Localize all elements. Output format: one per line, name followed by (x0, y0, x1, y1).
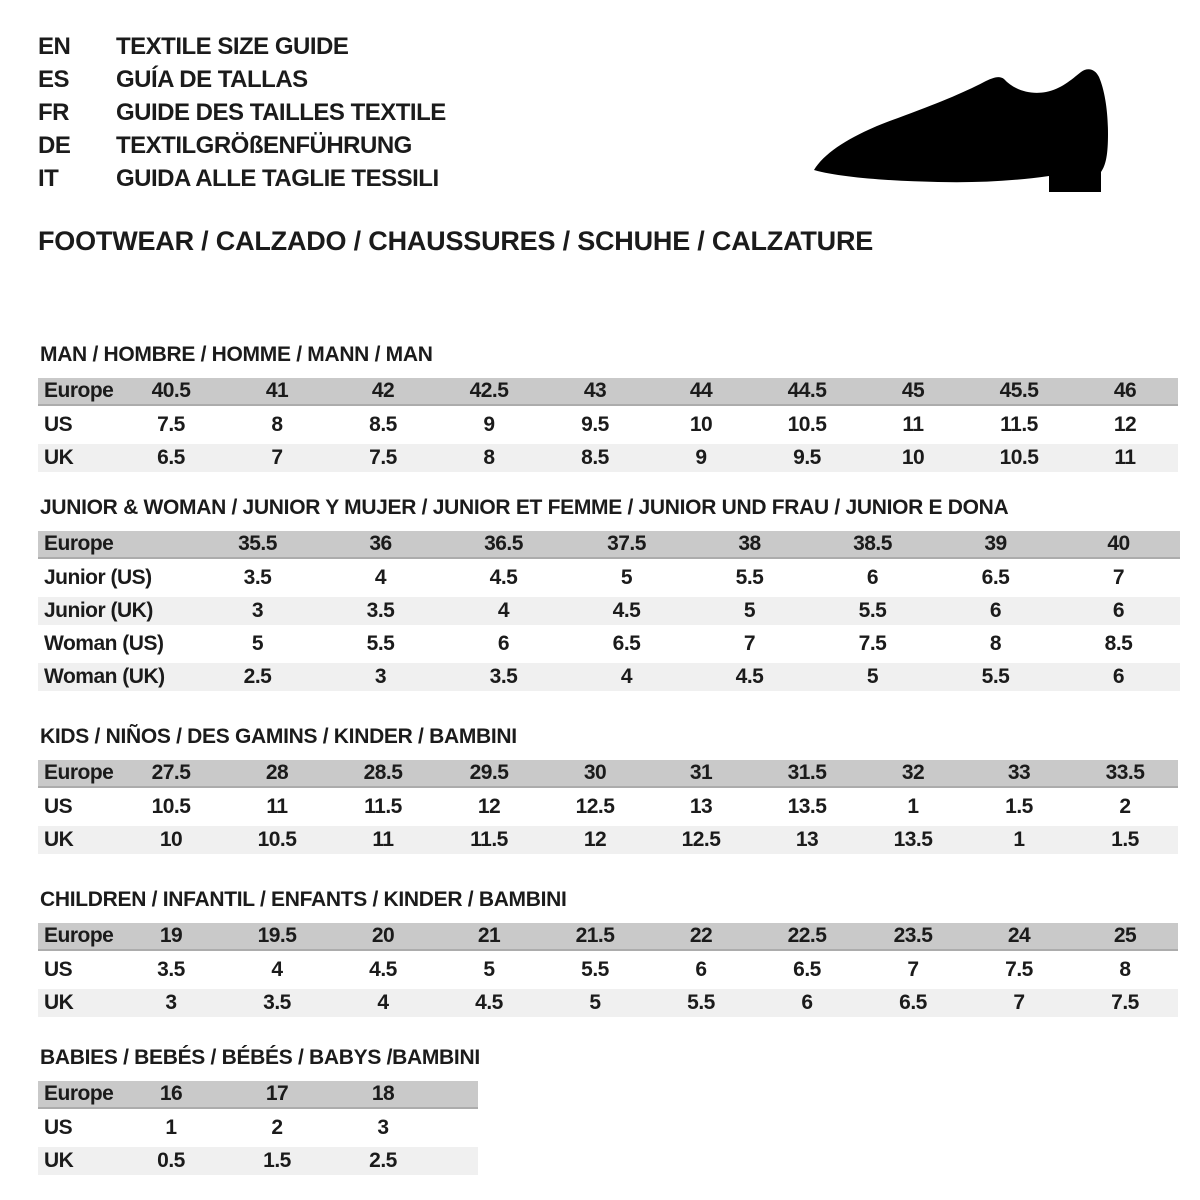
size-value: 10 (118, 826, 224, 854)
size-value: 6 (754, 989, 860, 1017)
size-table-junior-woman (38, 526, 1180, 696)
size-value: 13.5 (787, 795, 827, 818)
size-value: 6.5 (612, 632, 641, 655)
table-row (38, 1147, 478, 1175)
size-value: 8.5 (369, 413, 397, 436)
size-value: 33 (966, 760, 1072, 788)
size-value: 12.5 (648, 826, 754, 854)
size-value: 3 (196, 597, 319, 625)
size-value: 7 (224, 444, 330, 472)
table-row (38, 531, 1180, 559)
size-value: 20 (330, 923, 436, 951)
size-value: 10.5 (224, 826, 330, 854)
size-value: 12 (1113, 413, 1137, 436)
row-label: Junior (US) (44, 566, 152, 589)
size-value: 13.5 (860, 826, 966, 854)
size-value: 9.5 (754, 444, 860, 472)
size-value: 7.5 (157, 413, 185, 436)
table-row (38, 793, 1178, 821)
row-label: Europe (38, 760, 118, 788)
size-value: 1 (966, 826, 1072, 854)
size-value: 12.5 (575, 795, 615, 818)
row-label: UK (38, 989, 118, 1017)
section-children (38, 888, 1180, 1022)
size-value: 8 (1119, 958, 1131, 981)
size-value: 10 (860, 444, 966, 472)
size-value: 5.5 (366, 632, 395, 655)
size-value: 0.5 (118, 1147, 224, 1175)
section-heading-babies: BABIES / BEBÉS / BÉBÉS / BABYS /BAMBINI (40, 1046, 480, 1069)
size-value: 44.5 (754, 378, 860, 406)
size-value: 27.5 (118, 760, 224, 788)
size-value: 23.5 (860, 923, 966, 951)
size-value: 6 (866, 566, 879, 589)
section-heading-kids: KIDS / NIÑOS / DES GAMINS / KINDER / BAMBINI (40, 725, 517, 748)
size-value: 44 (648, 378, 754, 406)
size-value: 4.5 (436, 989, 542, 1017)
size-value: 7 (907, 958, 919, 981)
size-value: 43 (542, 378, 648, 406)
size-value: 7 (743, 632, 756, 655)
table-row (38, 1114, 478, 1142)
size-value: 7.5 (1072, 989, 1178, 1017)
table-row (38, 411, 1178, 439)
size-value: 39 (934, 531, 1057, 559)
row-label: Woman (UK) (38, 663, 196, 691)
size-value: 8.5 (542, 444, 648, 472)
section-babies (38, 1046, 1180, 1180)
size-value: 6 (695, 958, 707, 981)
size-value: 7.5 (1005, 958, 1033, 981)
table-row (38, 444, 1178, 472)
table-row (38, 923, 1178, 951)
size-value: 1 (165, 1116, 177, 1139)
size-value: 4.5 (489, 566, 518, 589)
size-value: 6 (1057, 597, 1180, 625)
size-table-babies (38, 1076, 478, 1180)
row-label: Europe (38, 531, 196, 559)
filler-cell (436, 1081, 478, 1109)
size-value: 3 (377, 1116, 389, 1139)
size-value: 8.5 (1104, 632, 1133, 655)
language-code: ES (38, 66, 70, 93)
table-row (38, 597, 1180, 625)
size-value: 28.5 (330, 760, 436, 788)
size-value: 5 (251, 632, 264, 655)
size-value: 2.5 (196, 663, 319, 691)
size-value: 1.5 (1005, 795, 1033, 818)
language-code: EN (38, 33, 71, 60)
size-value: 3.5 (157, 958, 185, 981)
size-value: 11.5 (436, 826, 542, 854)
filler-cell (436, 1114, 478, 1142)
size-value: 9 (648, 444, 754, 472)
size-value: 38.5 (811, 531, 934, 559)
size-value: 5.5 (735, 566, 764, 589)
size-value: 13 (754, 826, 860, 854)
language-code: DE (38, 132, 71, 159)
size-value: 42 (330, 378, 436, 406)
section-heading-man: MAN / HOMBRE / HOMME / MANN / MAN (40, 343, 433, 366)
size-value: 28 (224, 760, 330, 788)
size-table-man (38, 373, 1178, 477)
row-label: UK (38, 1147, 118, 1175)
filler-cell (436, 1147, 478, 1175)
size-value: 4 (330, 989, 436, 1017)
size-value: 11.5 (1000, 413, 1038, 436)
size-value: 36.5 (442, 531, 565, 559)
language-code: FR (38, 99, 69, 126)
size-value: 9.5 (581, 413, 609, 436)
language-title: TEXTILGRÖßENFÜHRUNG (116, 132, 412, 159)
size-value: 25 (1072, 923, 1178, 951)
size-value: 7.5 (858, 632, 887, 655)
size-value: 8 (271, 413, 283, 436)
size-value: 19 (118, 923, 224, 951)
size-value: 24 (966, 923, 1072, 951)
size-value: 6 (497, 632, 510, 655)
size-value: 2 (1119, 795, 1131, 818)
size-value: 8 (989, 632, 1002, 655)
size-value: 10.5 (966, 444, 1072, 472)
section-man (38, 343, 1180, 477)
size-value: 41 (224, 378, 330, 406)
row-label: Woman (US) (44, 632, 164, 655)
size-value: 4.5 (565, 597, 688, 625)
size-value: 7 (966, 989, 1072, 1017)
size-value: 3 (118, 989, 224, 1017)
size-value: 31 (648, 760, 754, 788)
size-value: 5 (620, 566, 633, 589)
language-title: GUIDE DES TAILLES TEXTILE (116, 99, 446, 126)
row-label: Junior (UK) (38, 597, 196, 625)
dress-shoe-icon (800, 62, 1145, 217)
size-value: 21 (436, 923, 542, 951)
size-value: 7 (1112, 566, 1125, 589)
size-value: 45.5 (966, 378, 1072, 406)
size-value: 3.5 (442, 663, 565, 691)
size-value: 6.5 (118, 444, 224, 472)
size-value: 38 (688, 531, 811, 559)
language-title: TEXTILE SIZE GUIDE (116, 33, 349, 60)
row-label: UK (38, 444, 118, 472)
table-row (38, 630, 1180, 658)
size-value: 21.5 (542, 923, 648, 951)
size-value: 31.5 (754, 760, 860, 788)
size-value: 8 (436, 444, 542, 472)
language-code: IT (38, 165, 59, 192)
table-row (38, 564, 1180, 592)
size-value: 16 (118, 1081, 224, 1109)
table-row (38, 956, 1178, 984)
size-value: 5.5 (934, 663, 1057, 691)
table-row (38, 663, 1180, 691)
size-value: 22.5 (754, 923, 860, 951)
row-label: US (44, 795, 73, 818)
table-row (38, 989, 1178, 1017)
category-heading: FOOTWEAR / CALZADO / CHAUSSURES / SCHUHE / CALZATURE (38, 226, 874, 256)
section-kids (38, 725, 1180, 859)
size-value: 22 (648, 923, 754, 951)
size-value: 1.5 (224, 1147, 330, 1175)
size-value: 11 (902, 413, 924, 436)
size-value: 10.5 (151, 795, 191, 818)
size-value: 1 (907, 795, 919, 818)
size-value: 40.5 (118, 378, 224, 406)
language-title: GUIDA ALLE TAGLIE TESSILI (116, 165, 439, 192)
table-row (38, 826, 1178, 854)
size-value: 4 (565, 663, 688, 691)
size-value: 46 (1072, 378, 1178, 406)
row-label: US (44, 1116, 73, 1139)
size-table-kids (38, 755, 1178, 859)
size-value: 4 (442, 597, 565, 625)
size-value: 6 (934, 597, 1057, 625)
size-value: 5 (688, 597, 811, 625)
section-heading-junior-woman: JUNIOR & WOMAN / JUNIOR Y MUJER / JUNIOR ET FEMME / JUNIOR UND FRAU / JUNIOR E DONA (40, 496, 1009, 519)
size-value: 35.5 (196, 531, 319, 559)
size-value: 5.5 (581, 958, 609, 981)
size-value: 3.5 (319, 597, 442, 625)
size-value: 11 (330, 826, 436, 854)
size-value: 5.5 (648, 989, 754, 1017)
table-row (38, 1081, 478, 1109)
size-value: 42.5 (436, 378, 542, 406)
row-label: UK (38, 826, 118, 854)
size-value: 30 (542, 760, 648, 788)
size-value: 7.5 (330, 444, 436, 472)
size-value: 5 (811, 663, 934, 691)
size-value: 4 (374, 566, 387, 589)
size-value: 3 (319, 663, 442, 691)
size-value: 40 (1057, 531, 1180, 559)
size-value: 6.5 (860, 989, 966, 1017)
size-value: 37.5 (565, 531, 688, 559)
size-value: 11 (266, 795, 288, 818)
size-value: 3.5 (224, 989, 330, 1017)
size-value: 2.5 (330, 1147, 436, 1175)
size-value: 45 (860, 378, 966, 406)
size-value: 29.5 (436, 760, 542, 788)
size-value: 19.5 (224, 923, 330, 951)
section-heading-children: CHILDREN / INFANTIL / ENFANTS / KINDER / BAMBINI (40, 888, 567, 911)
table-row (38, 760, 1178, 788)
size-value: 5 (483, 958, 495, 981)
size-value: 6 (1057, 663, 1180, 691)
section-junior-woman (38, 496, 1180, 696)
size-value: 3.5 (243, 566, 272, 589)
size-value: 12 (477, 795, 501, 818)
size-value: 5.5 (811, 597, 934, 625)
size-value: 33.5 (1072, 760, 1178, 788)
row-label: Europe (38, 378, 118, 406)
size-value: 9 (483, 413, 495, 436)
size-value: 12 (542, 826, 648, 854)
size-value: 5 (542, 989, 648, 1017)
language-row (38, 30, 1180, 63)
size-value: 4 (271, 958, 283, 981)
size-value: 13 (689, 795, 713, 818)
size-value: 2 (271, 1116, 283, 1139)
row-label: Europe (38, 1081, 118, 1109)
size-value: 6.5 (981, 566, 1010, 589)
size-value: 1.5 (1072, 826, 1178, 854)
size-table-children (38, 918, 1178, 1022)
table-row (38, 378, 1178, 406)
size-value: 32 (860, 760, 966, 788)
size-value: 18 (330, 1081, 436, 1109)
size-value: 6.5 (793, 958, 821, 981)
row-label: Europe (38, 923, 118, 951)
size-value: 11 (1072, 444, 1178, 472)
size-value: 10.5 (787, 413, 827, 436)
size-value: 17 (224, 1081, 330, 1109)
row-label: US (44, 413, 73, 436)
size-value: 36 (319, 531, 442, 559)
size-value: 4.5 (688, 663, 811, 691)
size-value: 4.5 (369, 958, 397, 981)
language-title: GUÍA DE TALLAS (116, 66, 308, 93)
size-value: 10 (689, 413, 713, 436)
size-value: 11.5 (364, 795, 402, 818)
row-label: US (44, 958, 73, 981)
